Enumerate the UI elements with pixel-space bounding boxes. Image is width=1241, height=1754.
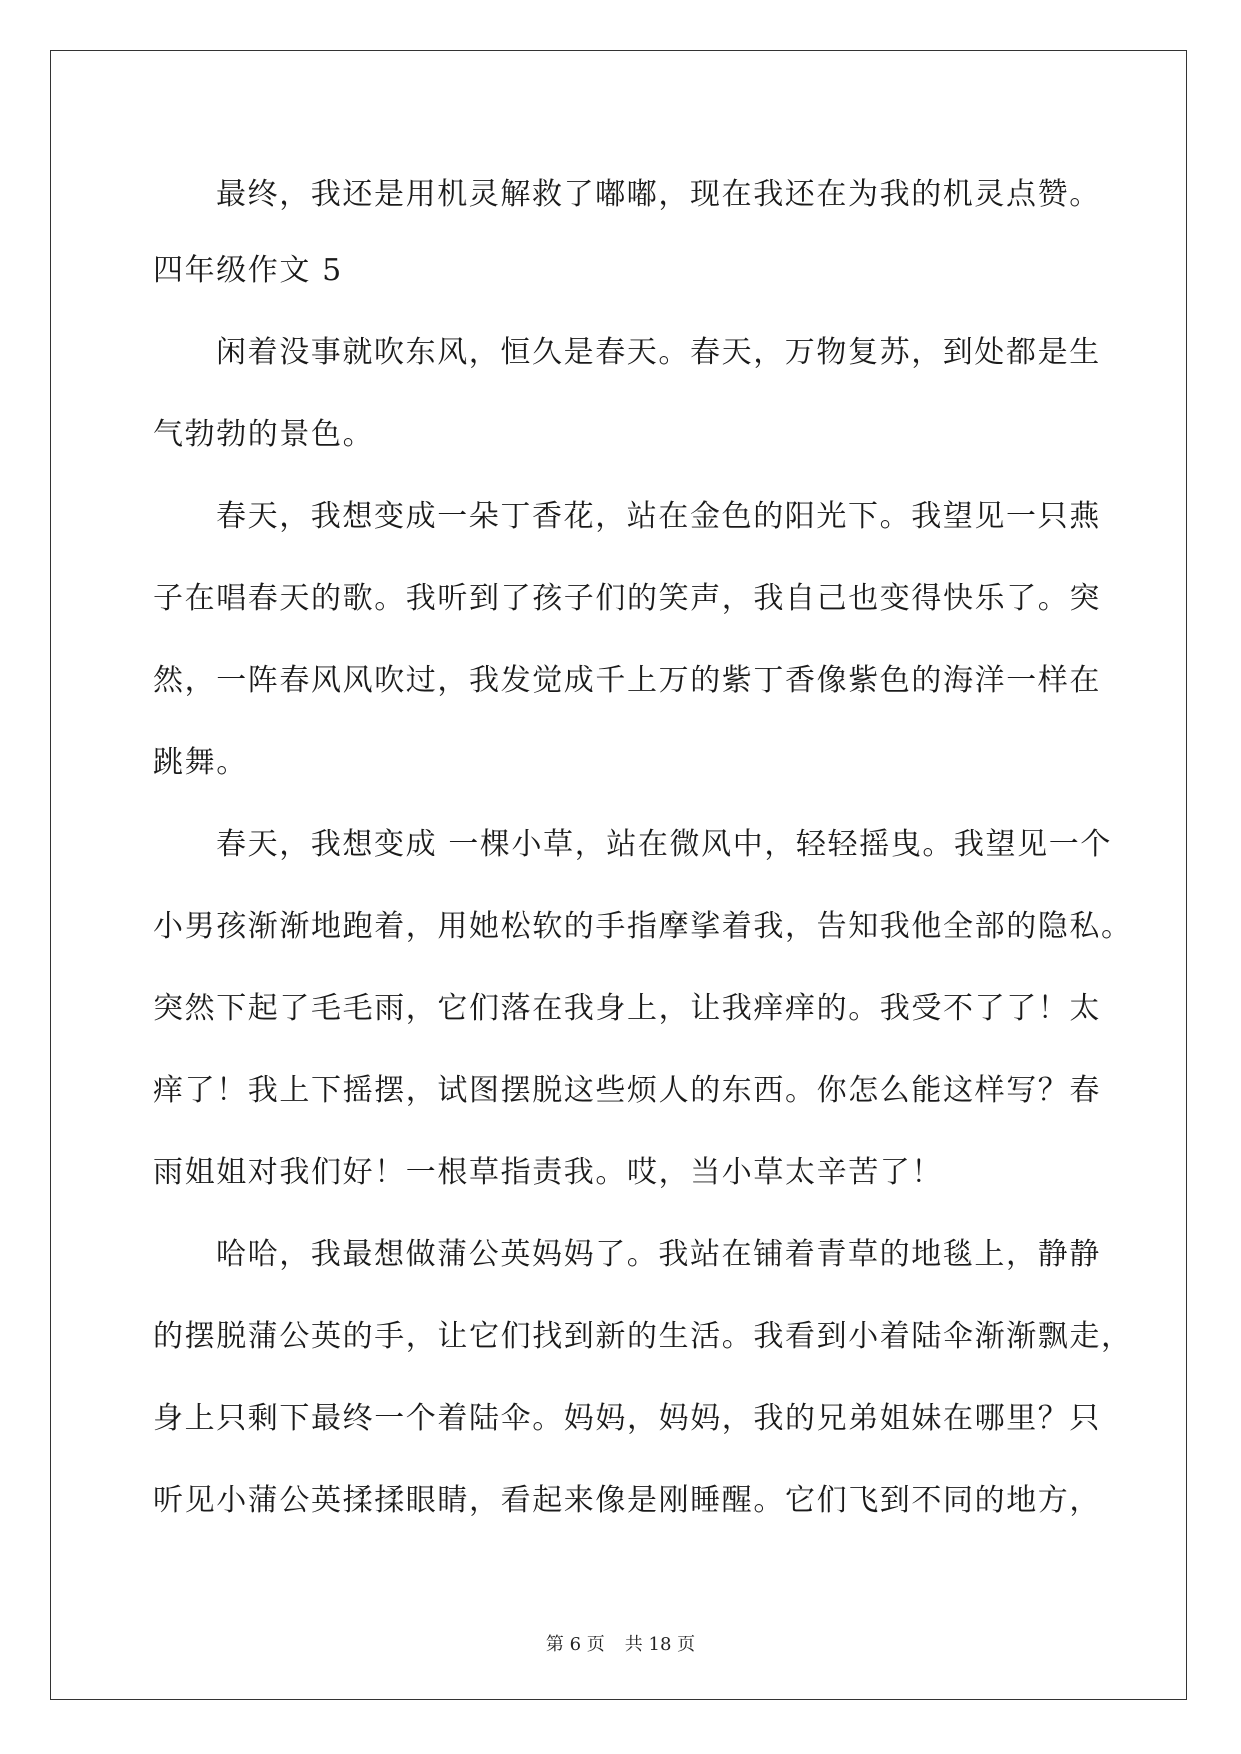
text-line: 痒了！我上下摇摆，试图摆脱这些烦人的东西。你怎么能这样写？春 xyxy=(153,1073,1101,1108)
text-line: 哈哈，我最想做蒲公英妈妈了。我站在铺着青草的地毯上，静静 xyxy=(216,1237,1101,1272)
text-line: 的摆脱蒲公英的手，让它们找到新的生活。我看到小着陆伞渐渐飘走， xyxy=(153,1319,1133,1354)
text-line: 春天，我想变成一朵丁香花，站在金色的阳光下。我望见一只燕 xyxy=(216,499,1101,534)
text-line: 然，一阵春风风吹过，我发觉成千上万的紫丁香像紫色的海洋一样在 xyxy=(153,663,1101,698)
section-heading: 四年级作文 5 xyxy=(153,253,343,288)
text-line: 子在唱春天的歌。我听到了孩子们的笑声，我自己也变得快乐了。突 xyxy=(153,581,1101,616)
page-footer xyxy=(0,1630,1241,1656)
text-line: 最终，我还是用机灵解救了嘟嘟，现在我还在为我的机灵点赞。 xyxy=(216,177,1101,212)
text-line: 突然下起了毛毛雨，它们落在我身上，让我痒痒的。我受不了了！太 xyxy=(153,991,1101,1026)
text-line: 听见小蒲公英揉揉眼睛，看起来像是刚睡醒。它们飞到不同的地方， xyxy=(153,1483,1101,1518)
text-line: 气勃勃的景色。 xyxy=(153,417,375,452)
page-total: 共 18 页 xyxy=(624,1634,696,1655)
text-line: 雨姐姐对我们好！一根草指责我。哎，当小草太辛苦了！ xyxy=(153,1155,943,1190)
text-line: 身上只剩下最终一个着陆伞。妈妈，妈妈，我的兄弟姐妹在哪里？只 xyxy=(153,1401,1101,1436)
text-line: 小男孩渐渐地跑着，用她松软的手指摩挲着我，告知我他全部的隐私。 xyxy=(153,909,1133,944)
document-body xyxy=(153,160,1133,1542)
text-line: 闲着没事就吹东风，恒久是春天。春天，万物复苏，到处都是生 xyxy=(216,335,1101,370)
text-line: 跳舞。 xyxy=(153,745,248,780)
text-line: 春天，我想变成 一棵小草，站在微风中，轻轻摇曳。我望见一个 xyxy=(216,827,1112,862)
page-number: 第 6 页 xyxy=(545,1634,605,1655)
